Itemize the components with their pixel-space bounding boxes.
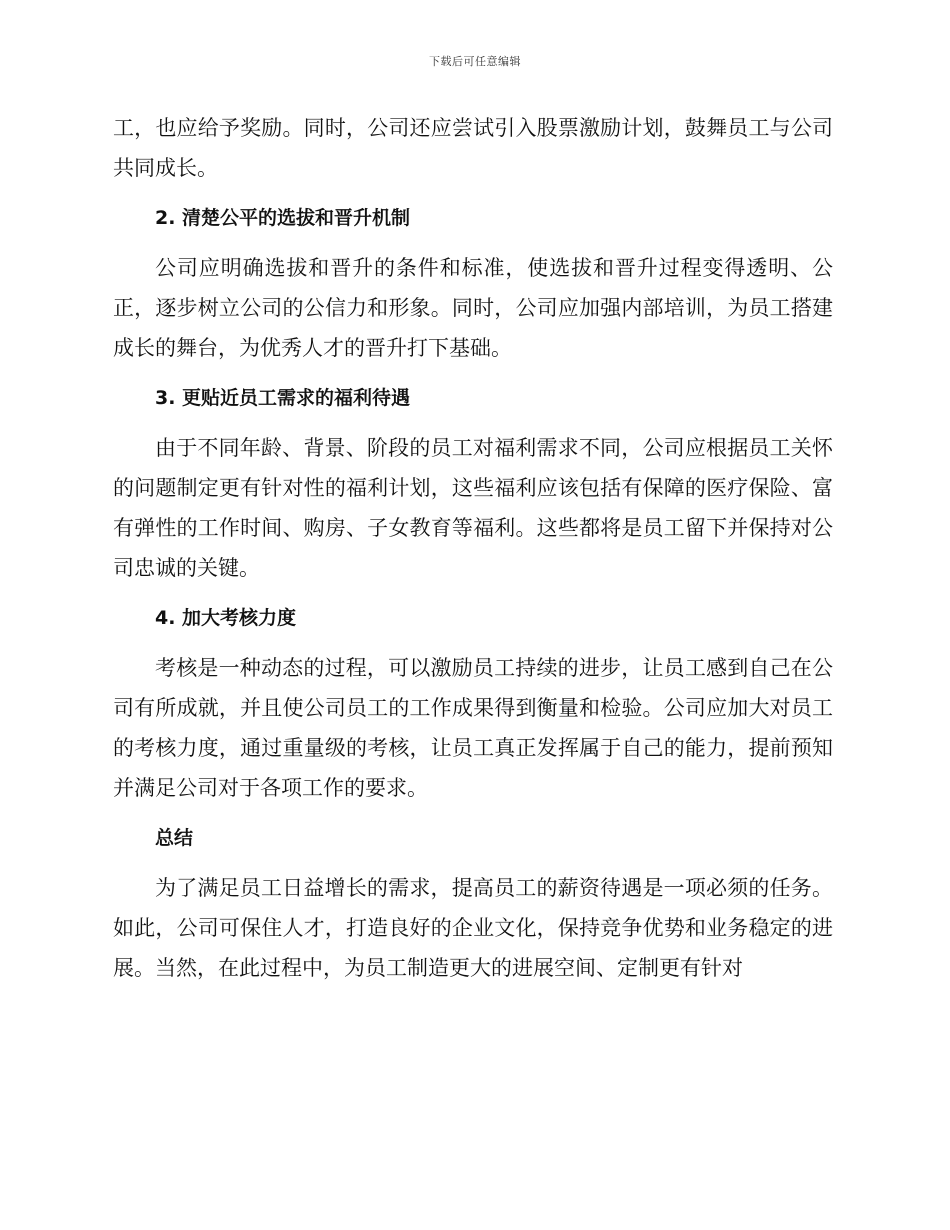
section-selection-promotion <box>113 198 833 368</box>
page-header: 下载后可任意编辑 <box>429 55 521 68</box>
section-heading: 4. 加大考核力度 <box>155 607 297 629</box>
section-paragraph: 公司应明确选拔和晋升的条件和标准，使选拔和晋升过程变得透明、公正，逐步树立公司的公信力和形象。同时，公司应加强内部培训，为员工搭建成长的舞台，为优秀人才的晋升打下基础。 <box>113 256 833 360</box>
document-body <box>113 108 833 988</box>
section-assessment <box>113 598 833 808</box>
section-welfare <box>113 378 833 588</box>
section-paragraph: 考核是一种动态的过程，可以激励员工持续的进步，让员工感到自己在公司有所成就，并且使公司员工的工作成果得到衡量和检验。公司应加大对员工的考核力度，通过重量级的考核，让员工真正发挥属于自己的能力，提前预知并满足公司对于各项工作的要求。 <box>113 656 833 800</box>
section-heading: 总结 <box>155 827 194 849</box>
section-heading: 3. 更贴近员工需求的福利待遇 <box>155 387 411 409</box>
intro-paragraph: 工，也应给予奖励。同时，公司还应尝试引入股票激励计划，鼓舞员工与公司共同成长。 <box>113 116 833 180</box>
section-summary <box>113 818 833 988</box>
section-heading: 2. 清楚公平的选拔和晋升机制 <box>155 207 411 229</box>
section-paragraph: 为了满足员工日益增长的需求，提高员工的薪资待遇是一项必须的任务。如此，公司可保住人才，打造良好的企业文化，保持竞争优势和业务稳定的进展。当然，在此过程中，为员工制造更大的进展空间、定制更有针对 <box>113 876 833 980</box>
section-paragraph: 由于不同年龄、背景、阶段的员工对福利需求不同，公司应根据员工关怀的问题制定更有针对性的福利计划，这些福利应该包括有保障的医疗保险、富有弹性的工作时间、购房、子女教育等福利。这些都将是员工留下并保持对公司忠诚的关键。 <box>113 436 833 580</box>
